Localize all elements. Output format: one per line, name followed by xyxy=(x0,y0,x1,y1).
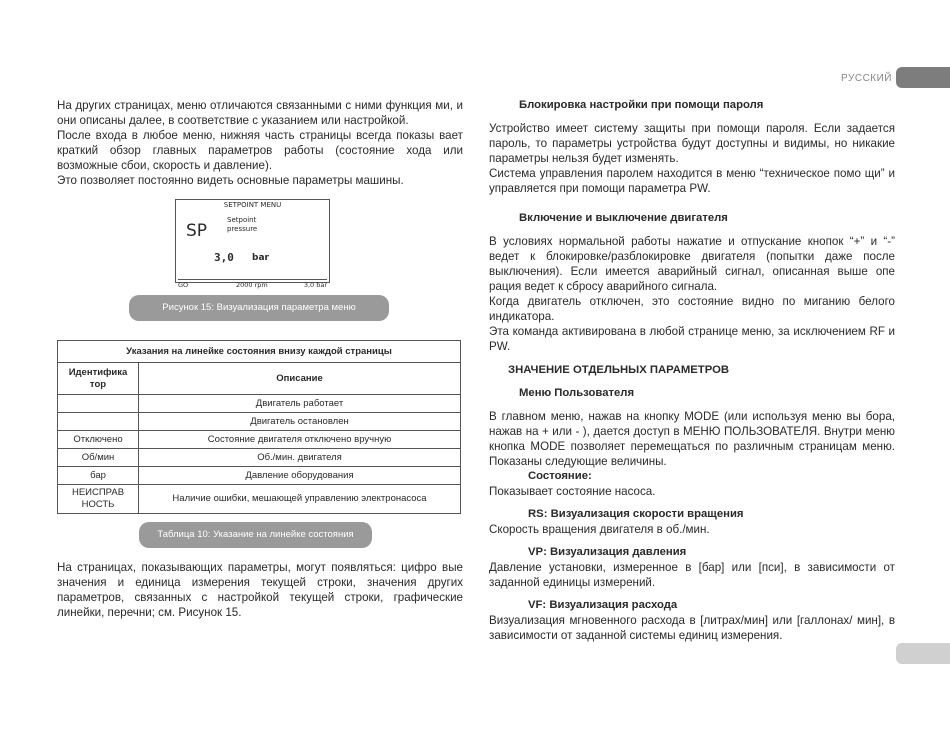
table-row xyxy=(58,395,461,413)
language-tab xyxy=(896,67,950,88)
table-header-description: Описание xyxy=(139,363,461,395)
lcd-value: 3,0 xyxy=(214,251,234,264)
table-cell-description: Об./мин. двигателя xyxy=(139,449,461,467)
lock-paragraph-1: Устройство имеет систему защиты при помощи пароля. Если задается пароль, то параметры устройства будут доступны и видимы, но никакие параметры нельзя будет изменять. xyxy=(489,122,895,165)
status-bar-table xyxy=(57,340,461,514)
lcd-status-speed: 2000 rpm xyxy=(236,281,268,289)
motor-paragraph-1: В условиях нормальной работы нажатие и отпускание кнопок “+” и “-” ведет к блокировке/разблокировке двигателя (попытки даже после выключения). Если имеется аварийный сигнал, описанная выше опе рация ведет к сбросу аварийного сигнала. xyxy=(489,235,895,293)
intro-paragraph-3: Это позволяет постоянно видеть основные параметры машины. xyxy=(57,174,404,187)
lcd-parameter-name xyxy=(227,216,257,234)
lcd-parameter-name-line1: Setpoint xyxy=(227,216,257,224)
table-cell-description: Наличие ошибки, мешающей управлению электронасоса xyxy=(139,485,461,514)
rs-paragraph: Скорость вращения двигателя в об./мин. xyxy=(489,523,710,536)
right-column xyxy=(489,98,895,643)
state-heading: Состояние: xyxy=(528,470,592,482)
table-cell-identifier: Отключено xyxy=(58,431,139,449)
table-caption: Таблица 10: Указание на линейке состояния xyxy=(139,522,372,548)
lcd-status-pressure: 3,0 bar xyxy=(303,281,327,289)
lcd-parameter-code: SP xyxy=(186,221,208,241)
lcd-menu-title: SETPOINT MENU xyxy=(223,201,282,209)
motor-paragraph-3: Эта команда активирована в любой странице меню, за исключением RF и PW. xyxy=(489,325,895,353)
table-row xyxy=(58,467,461,485)
table-cell-identifier: бар xyxy=(58,467,139,485)
left-lower-text xyxy=(57,560,463,620)
table-title: Указания на линейке состояния внизу каждой страницы xyxy=(58,341,461,363)
table-cell-identifier: Об/мин xyxy=(58,449,139,467)
table-row xyxy=(58,413,461,431)
motor-paragraph-2: Когда двигатель отключен, это состояние видно по миганию белого индикатора. xyxy=(489,295,895,323)
lock-heading: Блокировка настройки при помощи пароля xyxy=(519,99,764,111)
lcd-display-figure xyxy=(175,199,330,289)
table-cell-description: Двигатель остановлен xyxy=(139,413,461,431)
vp-paragraph: Давление установки, измеренное в [бар] или [пси], в зависимости от заданной единицы измерений. xyxy=(489,561,895,589)
params-heading: ЗНАЧЕНИЕ ОТДЕЛЬНЫХ ПАРАМЕТРОВ xyxy=(508,364,730,376)
outro-paragraph: На страницах, показывающих параметры, могут появляться: цифро вые значения и единица измерения текущей строки, значения других параметров, связанных с настройкой текущей строки, графические линейки, перечни; см. Рисунок 15. xyxy=(57,561,463,619)
state-paragraph: Показывает состояние насоса. xyxy=(489,485,656,498)
intro-paragraph-1: На других страницах, меню отличаются связанными с ними функция ми, и они описаны далее, в соответствие с указанием или настройкой. xyxy=(57,99,463,127)
table-header-identifier: Идентифика тор xyxy=(58,363,139,395)
vp-heading: VP: Визуализация давления xyxy=(528,546,687,558)
table-row xyxy=(58,431,461,449)
vf-heading: VF: Визуализация расхода xyxy=(528,599,678,611)
user-menu-paragraph: В главном меню, нажав на кнопку MODE (или используя меню вы бора, нажав на + или - ), дается доступ в МЕНЮ ПОЛЬЗОВАТЕЛЯ. Внутри меню кнопка MODE позволяет перемещаться по различным страницам меню. Показаны следующие величины. xyxy=(489,410,895,468)
user-menu-heading: Меню Пользователя xyxy=(519,387,635,399)
motor-heading: Включение и выключение двигателя xyxy=(519,212,728,224)
table-cell-identifier xyxy=(58,395,139,413)
page-number-tab xyxy=(896,643,950,664)
intro-paragraph-2: После входа в любое меню, нижняя часть страницы всегда показы вает краткий обзор главных параметров работы (состояние хода или возможные сбои, скорость и давление). xyxy=(57,129,463,172)
lock-paragraph-2: Система управления паролем находится в меню “техническое помо щи” и управляется при помощи параметра PW. xyxy=(489,167,895,195)
table-cell-description: Состояние двигателя отключено вручную xyxy=(139,431,461,449)
rs-heading: RS: Визуализация скорости вращения xyxy=(528,508,744,520)
table-row xyxy=(58,485,461,514)
table-cell-identifier: НЕИСПРАВ НОСТЬ xyxy=(58,485,139,514)
lcd-parameter-name-line2: pressure xyxy=(227,225,258,233)
table-cell-description: Двигатель работает xyxy=(139,395,461,413)
table-row xyxy=(58,449,461,467)
table-cell-identifier xyxy=(58,413,139,431)
lcd-unit: bar xyxy=(252,253,269,263)
left-column xyxy=(57,98,463,188)
lcd-status-state: GO xyxy=(178,281,189,289)
vf-paragraph: Визуализация мгновенного расхода в [литрах/мин] или [галлонах/ мин], в зависимости от заданной системы единиц измерения. xyxy=(489,614,895,642)
language-label: РУССКИЙ xyxy=(841,73,892,84)
table-cell-description: Давление оборудования xyxy=(139,467,461,485)
figure-caption: Рисунок 15: Визуализация параметра меню xyxy=(129,295,389,321)
lcd-status-bar xyxy=(178,279,327,289)
